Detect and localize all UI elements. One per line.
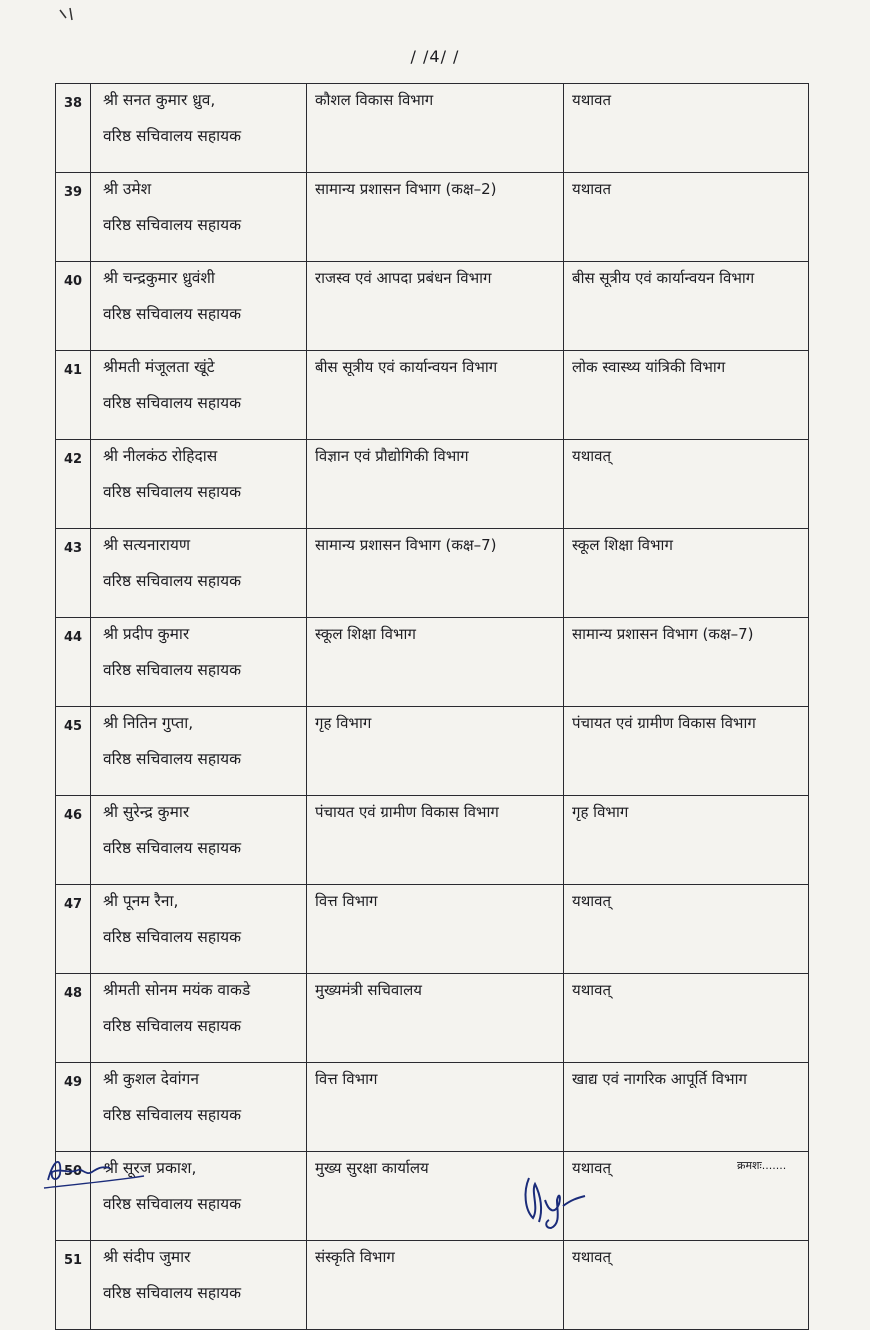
new-department: गृह विभाग: [564, 796, 809, 885]
serial-number: 38: [56, 84, 91, 173]
serial-number: 48: [56, 974, 91, 1063]
serial-number: 39: [56, 173, 91, 262]
current-department: मुख्य सुरक्षा कार्यालय: [307, 1152, 564, 1241]
table-row: [56, 440, 809, 529]
serial-number: 50: [56, 1152, 91, 1241]
current-department: पंचायत एवं ग्रामीण विकास विभाग: [307, 796, 564, 885]
employee-designation: वरिष्ठ सचिवालय सहायक: [103, 661, 242, 679]
employee-name: श्री नितिन गुप्ता,: [103, 714, 194, 732]
employee-designation: वरिष्ठ सचिवालय सहायक: [103, 305, 242, 323]
initials-signature-icon: [40, 1150, 150, 1195]
employee-designation: वरिष्ठ सचिवालय सहायक: [103, 1195, 242, 1213]
continued-note: क्रमशः.......: [737, 1159, 787, 1172]
current-department: सामान्य प्रशासन विभाग (कक्ष–2): [307, 173, 564, 262]
current-department: कौशल विकास विभाग: [307, 84, 564, 173]
corner-mark: [58, 6, 78, 26]
serial-number: 46: [56, 796, 91, 885]
employee-name: श्रीमती सोनम मयंक वाकडे: [103, 981, 251, 999]
employee-cell: [91, 84, 307, 173]
employee-cell: [91, 974, 307, 1063]
table-row: [56, 974, 809, 1063]
new-department: सामान्य प्रशासन विभाग (कक्ष–7): [564, 618, 809, 707]
employee-name: श्री प्रदीप कुमार: [103, 625, 190, 643]
current-department: वित्त विभाग: [307, 885, 564, 974]
employee-designation: वरिष्ठ सचिवालय सहायक: [103, 1017, 242, 1035]
employee-designation: वरिष्ठ सचिवालय सहायक: [103, 839, 242, 857]
table-row: [56, 1152, 809, 1241]
new-department: यथावत्: [564, 885, 809, 974]
new-department: खाद्य एवं नागरिक आपूर्ति विभाग: [564, 1063, 809, 1152]
new-department: पंचायत एवं ग्रामीण विकास विभाग: [564, 707, 809, 796]
new-department: यथावत्: [564, 1152, 809, 1241]
current-department: संस्कृति विभाग: [307, 1241, 564, 1330]
serial-number: 42: [56, 440, 91, 529]
table-row: [56, 885, 809, 974]
employee-name: श्री सुरेन्द्र कुमार: [103, 803, 190, 821]
employee-name: श्री नीलकंठ रोहिदास: [103, 447, 218, 465]
table-row: [56, 1063, 809, 1152]
current-department: बीस सूत्रीय एवं कार्यान्वयन विभाग: [307, 351, 564, 440]
transfer-table: [55, 83, 809, 1330]
serial-number: 43: [56, 529, 91, 618]
new-department: यथावत: [564, 173, 809, 262]
table-row: [56, 84, 809, 173]
table-row: [56, 707, 809, 796]
serial-number: 41: [56, 351, 91, 440]
current-department: गृह विभाग: [307, 707, 564, 796]
table-row: [56, 618, 809, 707]
employee-cell: [91, 529, 307, 618]
current-department: विज्ञान एवं प्रौद्योगिकी विभाग: [307, 440, 564, 529]
table-row: [56, 796, 809, 885]
new-department: यथावत्: [564, 1241, 809, 1330]
page-number: / /4/ /: [410, 47, 460, 66]
employee-name: श्री सूरज प्रकाश,: [103, 1159, 197, 1177]
employee-name: श्री सनत कुमार ध्रुव,: [103, 91, 216, 109]
employee-designation: वरिष्ठ सचिवालय सहायक: [103, 928, 242, 946]
employee-name: श्री उमेश: [103, 180, 152, 198]
serial-number: 40: [56, 262, 91, 351]
employee-name: श्री सत्यनारायण: [103, 536, 191, 554]
new-department: यथावत्: [564, 974, 809, 1063]
employee-designation: वरिष्ठ सचिवालय सहायक: [103, 483, 242, 501]
employee-name: श्री पूनम रैना,: [103, 892, 179, 910]
new-department: यथावत्: [564, 440, 809, 529]
serial-number: 51: [56, 1241, 91, 1330]
table-row: [56, 351, 809, 440]
employee-cell: [91, 796, 307, 885]
serial-number: 47: [56, 885, 91, 974]
employee-designation: वरिष्ठ सचिवालय सहायक: [103, 1284, 242, 1302]
employee-cell: [91, 262, 307, 351]
current-department: स्कूल शिक्षा विभाग: [307, 618, 564, 707]
employee-cell: [91, 885, 307, 974]
employee-designation: वरिष्ठ सचिवालय सहायक: [103, 394, 242, 412]
table-row: [56, 262, 809, 351]
new-department: बीस सूत्रीय एवं कार्यान्वयन विभाग: [564, 262, 809, 351]
employee-designation: वरिष्ठ सचिवालय सहायक: [103, 750, 242, 768]
employee-cell: [91, 1241, 307, 1330]
table-row: [56, 1241, 809, 1330]
employee-cell: [91, 351, 307, 440]
table-row: [56, 529, 809, 618]
serial-number: 49: [56, 1063, 91, 1152]
employee-cell: [91, 1063, 307, 1152]
current-department: राजस्व एवं आपदा प्रबंधन विभाग: [307, 262, 564, 351]
employee-name: श्री चन्द्रकुमार ध्रुवंशी: [103, 269, 215, 287]
employee-name: श्री कुशल देवांगन: [103, 1070, 199, 1088]
employee-cell: [91, 173, 307, 262]
employee-designation: वरिष्ठ सचिवालय सहायक: [103, 216, 242, 234]
current-department: मुख्यमंत्री सचिवालय: [307, 974, 564, 1063]
serial-number: 44: [56, 618, 91, 707]
current-department: सामान्य प्रशासन विभाग (कक्ष–7): [307, 529, 564, 618]
employee-designation: वरिष्ठ सचिवालय सहायक: [103, 1106, 242, 1124]
employee-designation: वरिष्ठ सचिवालय सहायक: [103, 572, 242, 590]
new-department: यथावत: [564, 84, 809, 173]
employee-cell: [91, 618, 307, 707]
employee-cell: [91, 440, 307, 529]
serial-number: 45: [56, 707, 91, 796]
officer-signature-icon: [515, 1170, 590, 1230]
current-department: वित्त विभाग: [307, 1063, 564, 1152]
new-department: स्कूल शिक्षा विभाग: [564, 529, 809, 618]
employee-name: श्री संदीप जुमार: [103, 1248, 191, 1266]
employee-cell: [91, 707, 307, 796]
employee-name: श्रीमती मंजूलता खूंटे: [103, 358, 215, 376]
new-department: लोक स्वास्थ्य यांत्रिकी विभाग: [564, 351, 809, 440]
employee-designation: वरिष्ठ सचिवालय सहायक: [103, 127, 242, 145]
table-row: [56, 173, 809, 262]
